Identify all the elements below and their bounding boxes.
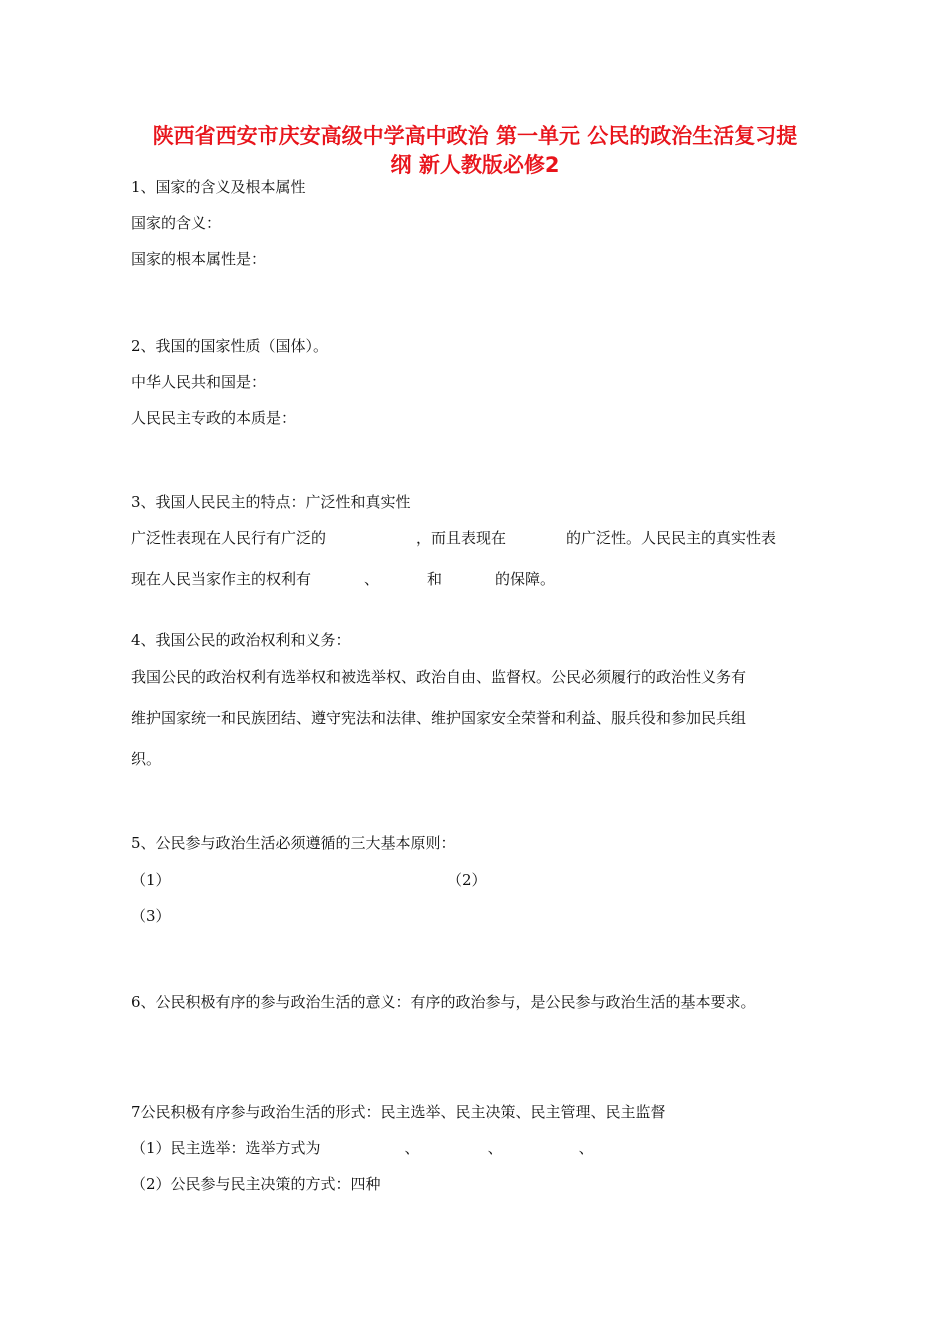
q7-line-2: （2）公民参与民主决策的方式：四种 bbox=[131, 1175, 381, 1193]
q4-line-3: 织。 bbox=[131, 750, 162, 768]
document-title bbox=[120, 122, 830, 180]
q2-line-1: 中华人民共和国是： bbox=[131, 373, 267, 391]
q3-text-e: 、 bbox=[364, 570, 380, 588]
q7-text-a: （1）民主选举：选举方式为 bbox=[131, 1139, 321, 1157]
q3-text-b: ，而且表现在 bbox=[416, 529, 507, 547]
q4-line-1: 我国公民的政治权利有选举权和被选举权、政治自由、监督权。公民必须履行的政治性义务有 bbox=[131, 668, 747, 686]
q6-heading: 6、公民积极有序的参与政治生活的意义：有序的政治参与，是公民参与政治生活的基本要求。 bbox=[131, 993, 756, 1011]
q2-line-2: 人民民主专政的本质是： bbox=[131, 409, 297, 427]
q7-separator-2: 、 bbox=[487, 1139, 503, 1157]
q3-heading: 3、我国人民民主的特点：广泛性和真实性 bbox=[131, 493, 411, 511]
q3-text-f: 和 bbox=[427, 570, 443, 588]
q3-text-a: 广泛性表现在人民行有广泛的 bbox=[131, 529, 327, 547]
q7-heading: 7公民积极有序参与政治生活的形式：民主选举、民主决策、民主管理、民主监督 bbox=[131, 1103, 666, 1121]
q3-text-d: 现在人民当家作主的权利有 bbox=[131, 570, 312, 588]
q4-heading: 4、我国公民的政治权利和义务： bbox=[131, 631, 351, 649]
q2-heading: 2、我国的国家性质（国体）。 bbox=[131, 337, 329, 355]
q3-paragraph-line-1 bbox=[131, 528, 776, 548]
q7-line-1 bbox=[131, 1138, 594, 1158]
q5-item-1: （1） bbox=[131, 871, 171, 889]
q7-separator-1: 、 bbox=[404, 1139, 420, 1157]
q4-line-2: 维护国家统一和民族团结、遵守宪法和法律、维护国家安全荣誉和利益、服兵役和参加民兵组 bbox=[131, 709, 747, 727]
q5-item-2: （2） bbox=[447, 871, 487, 889]
q5-item-3: （3） bbox=[131, 907, 171, 925]
q3-text-c: 的广泛性。人民民主的真实性表 bbox=[566, 529, 777, 547]
title-line-2: 纲 新人教版必修2 bbox=[390, 153, 560, 177]
q1-line-2: 国家的根本属性是： bbox=[131, 250, 267, 268]
q1-line-1: 国家的含义： bbox=[131, 214, 222, 232]
title-line-1: 陕西省西安市庆安高级中学高中政治 第一单元 公民的政治生活复习提 bbox=[152, 124, 798, 148]
q3-paragraph-line-2 bbox=[131, 569, 555, 589]
q3-text-g: 的保障。 bbox=[495, 570, 556, 588]
q5-heading: 5、公民参与政治生活必须遵循的三大基本原则： bbox=[131, 834, 456, 852]
q7-separator-3: 、 bbox=[578, 1139, 594, 1157]
q1-heading: 1、国家的含义及根本属性 bbox=[131, 178, 306, 196]
